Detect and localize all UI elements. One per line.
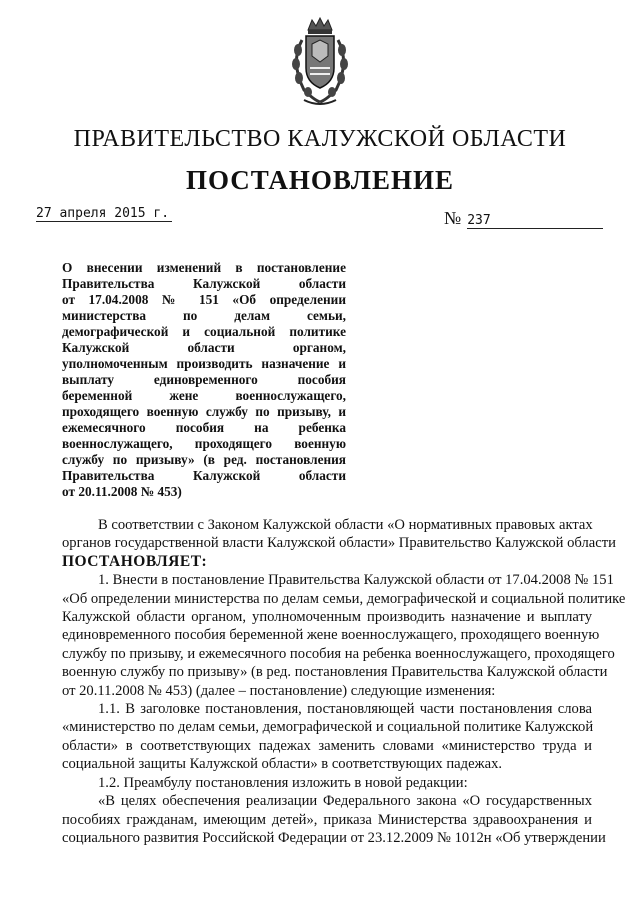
body-line: органов государственной власти Калужской области» Правительство Калужской области <box>62 535 616 552</box>
body-line: В соответствии с Законом Калужской области «О нормативных правовых актах <box>98 517 593 533</box>
body-line: от 20.11.2008 № 453) (далее – постановление) следующие изменения: <box>62 682 496 699</box>
body-line: «Об определении министерства по делам семьи, демографической и социальной политике <box>62 590 626 607</box>
subject-line: Правительства Калужской области <box>62 468 346 483</box>
subject-line: беременной жене военнослужащего, <box>62 388 346 403</box>
subject-line: министерства по делам семьи, <box>62 308 346 323</box>
body-line: «В целях обеспечения реализации Федерального закона «О государственных <box>98 793 592 810</box>
body-line: 1. Внести в постановление Правительства Калужской области от 17.04.2008 № 151 <box>98 572 614 589</box>
document-date: 27 апреля 2015 г. <box>36 206 172 222</box>
number-sign: № <box>444 208 462 228</box>
body-line: «министерство по делам семьи, демографической и социальной политике Калужской <box>62 719 594 736</box>
subject-line: военнослужащего, проходящего военную <box>62 436 346 451</box>
subject-line: от 17.04.2008 № 151 «Об определении <box>62 292 346 307</box>
subject-line: от 20.11.2008 № 453) <box>62 484 182 499</box>
body-line: области» в соответствующих падежах заменить словами «министерство труда и <box>62 737 592 754</box>
body-line: 1.2. Преамбулу постановления изложить в новой редакции: <box>98 774 468 791</box>
coat-of-arms-emblem <box>284 16 356 108</box>
subject-line: О внесении изменений в постановление <box>62 260 346 275</box>
document-number-line <box>444 208 603 229</box>
subject-line: демографической и социальной политике <box>62 324 346 339</box>
body-line: службу по призыву, и ежемесячного пособия на ребенка военнослужащего, проходящего <box>62 645 615 662</box>
body-line: Калужской области органом, уполномоченным производить назначение и выплату <box>62 609 592 626</box>
government-title: ПРАВИТЕЛЬСТВО КАЛУЖСКОЙ ОБЛАСТИ <box>73 126 567 152</box>
document-type-heading: ПОСТАНОВЛЕНИЕ <box>185 165 455 195</box>
body-line: социального развития Российской Федерации от 23.12.2009 № 1012н «Об утверждении <box>62 829 606 846</box>
resolution-keyword: ПОСТАНОВЛЯЕТ: <box>62 552 208 570</box>
document-body <box>62 516 626 847</box>
body-line: пособиях гражданам, имеющим детей», приказа Министерства здравоохранения и <box>62 811 592 828</box>
subject-line: уполномоченным производить назначение и <box>62 356 346 371</box>
subject-line: Правительства Калужской области <box>62 276 346 291</box>
subject-line: Калужской области органом, <box>62 340 346 355</box>
body-line: 1.1. В заголовке постановления, постановляющей части постановления слова <box>98 701 592 718</box>
body-line: социальной защиты Калужской области» в соответствующих падежах. <box>62 756 503 773</box>
document-subject <box>62 260 346 500</box>
subject-line: выплату единовременного пособия <box>62 372 346 387</box>
subject-line: службу по призыву» (в ред. постановления <box>62 452 346 467</box>
subject-line: ежемесячного пособия на ребенка <box>62 420 346 435</box>
body-line: единовременного пособия беременной жене военнослужащего, проходящего военную <box>62 627 600 644</box>
subject-line: проходящего военную службу по призыву, и <box>62 404 346 419</box>
document-number: 237 <box>467 213 603 229</box>
body-line: военную службу по призыву» (в ред. постановления Правительства Калужской области <box>62 664 608 681</box>
